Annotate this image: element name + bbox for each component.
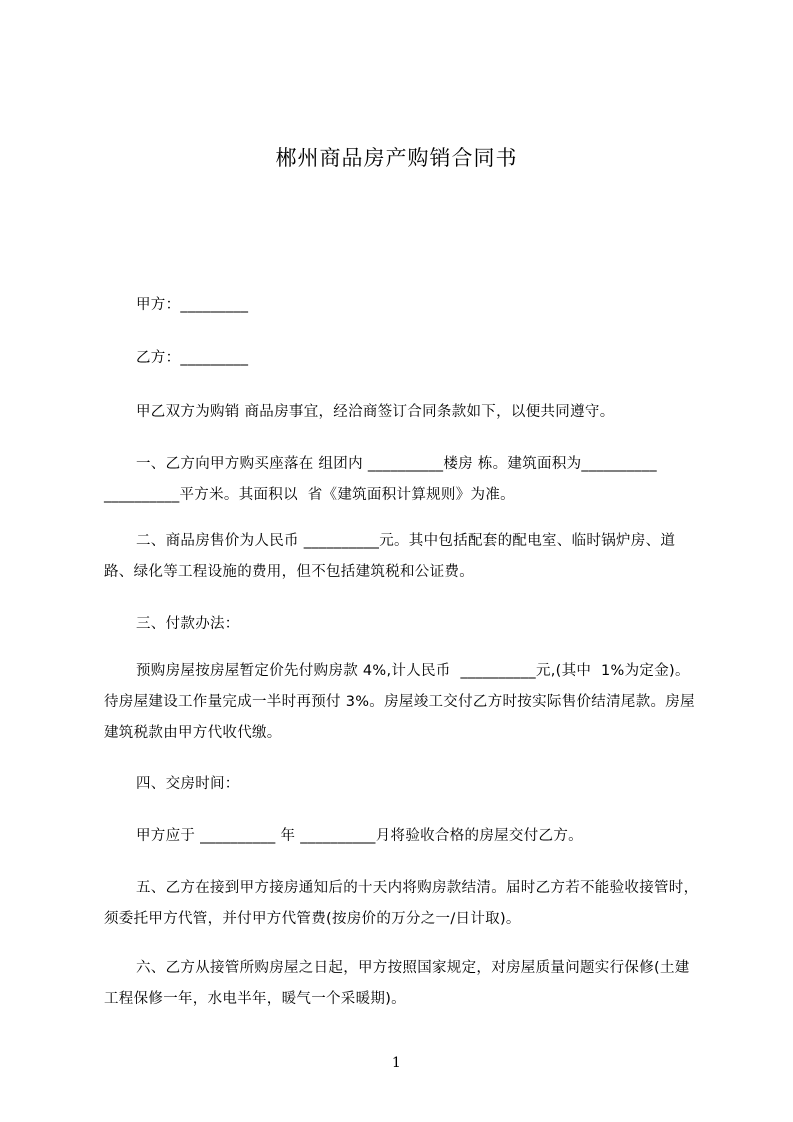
clause-3-heading: 三、付款办法： — [136, 616, 240, 632]
intro-paragraph: 甲乙双方为购销 商品房事宜，经洽商签订合同条款如下，以便共同遵守。 — [136, 404, 615, 420]
clause-2-paragraph: 二、商品房售价为人民币 __________元。其中包括配套的配电室、临时锅炉房、道路、绿化等工程设施的费用，但不包括建筑税和公证费。 — [104, 533, 676, 580]
clause-5-paragraph: 五、乙方在接到甲方接房通知后的十天内将购房款结清。届时乙方若不能验收接管时，须委托甲方代管，并付甲方代管费(按房价的万分之一/日计取)。 — [104, 880, 699, 927]
clause-6-paragraph: 六、乙方从接管所购房屋之日起，甲方按照国家规定，对房屋质量问题实行保修(土建工程保修一年，水电半年，暖气一个采暖期)。 — [104, 960, 690, 1007]
party-b-line: 乙方：_________ — [136, 350, 249, 366]
document-title: 郴州商品房产购销合同书 — [275, 146, 518, 170]
clause-1-paragraph: 一、乙方向甲方购买座落在 组团内 __________楼房 栋。建筑面积为__________ __________平方米。其面积以 省《建筑面积计算规则》为准。 — [104, 456, 662, 503]
party-a-line: 甲方：_________ — [136, 297, 249, 313]
clause-4-heading: 四、交房时间： — [136, 776, 240, 792]
clause-4-paragraph: 甲方应于 __________ 年 __________月将验收合格的房屋交付乙方。 — [136, 828, 583, 844]
clause-3-paragraph: 预购房屋按房屋暂定价先付购房款 4%,计人民币 __________元,(其中 1%为定金)。待房屋建设工作量完成一半时再预付 3%。房屋竣工交付乙方时按实际售价结清尾款。房屋建筑税款由甲方代收代缴。 — [104, 663, 695, 741]
page-number: 1 — [391, 1055, 402, 1071]
